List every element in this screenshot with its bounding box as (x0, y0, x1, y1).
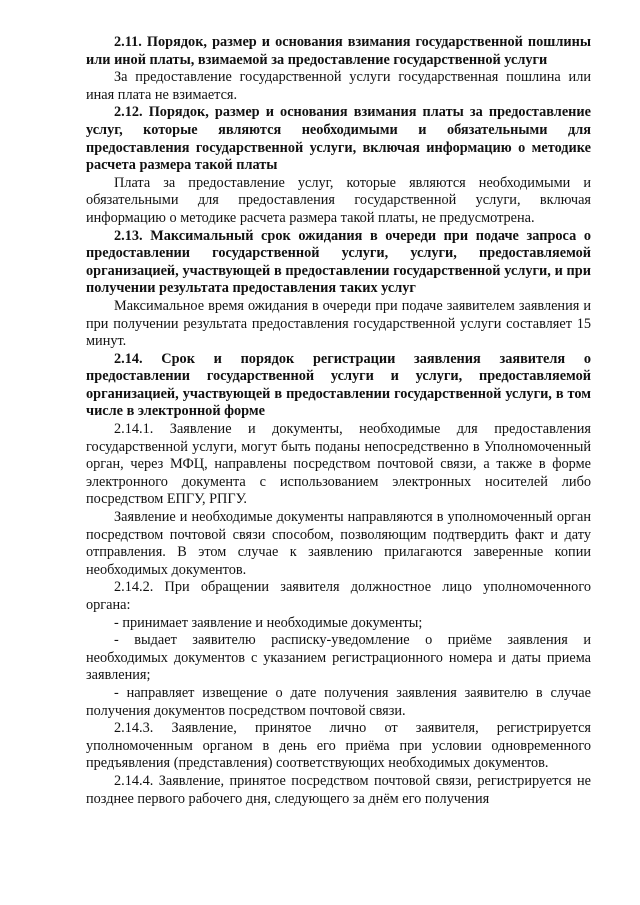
document-page (86, 34, 591, 808)
paragraph-2-14-2: 2.14.2. При обращении заявителя должностное лицо уполномоченного органа: (86, 579, 591, 613)
list-item: - принимает заявление и необходимые документы; (114, 614, 423, 631)
paragraph-2-14-1: 2.14.1. Заявление и документы, необходимые для предоставления государственной услуги, могут быть поданы непосредственно в Уполномоченный орган, через МФЦ, направлены посредством почтовой связи, а также в форме электронного документа с использованием электронных носителей либо посредством ЕПГУ, РПГУ. (86, 421, 591, 508)
paragraph: Плата за предоставление услуг, которые являются необходимыми и обязательными для предоставления государственной услуги, включая информацию о методике расчета размера такой платы, не предусмотрена. (86, 174, 591, 226)
list-item: - выдает заявителю расписку-уведомление о приёме заявления и необходимых документов с указанием регистрационного номера и даты приема заявления; (86, 632, 591, 684)
section-heading-2-13: 2.13. Максимальный срок ожидания в очереди при подаче запроса о предоставлении государственной услуги, услуги, предоставляемой организацией, участвующей в предоставлении государственной услуги, и при получении результата предоставления таких услуг (86, 227, 591, 297)
section-heading-2-11: 2.11. Порядок, размер и основания взимания государственной пошлины или иной платы, взимаемой за предоставление государственной услуги (86, 34, 591, 68)
section-heading-2-14: 2.14. Срок и порядок регистрации заявления заявителя о предоставлении государственной услуги и услуги, предоставляемой организацией, участвующей в предоставлении государственной услуги, в том числе в электронной форме (86, 350, 591, 420)
paragraph: Максимальное время ожидания в очереди при подаче заявителем заявления и при получении результата предоставления государственной услуги составляет 15 минут. (86, 297, 591, 350)
paragraph-2-14-3: 2.14.3. Заявление, принятое лично от заявителя, регистрируется уполномоченным органом в день его приёма при условии одновременного предъявления (представления) соответствующих необходимых документов. (86, 720, 591, 772)
list-item: - направляет извещение о дате получения заявления заявителю в случае получения документов посредством почтовой связи. (86, 684, 591, 719)
section-heading-2-12: 2.12. Порядок, размер и основания взимания платы за предоставление услуг, которые являются необходимыми и обязательными для предоставления государственной услуги, включая информацию о методике расчета размера такой платы (86, 104, 591, 174)
paragraph-2-14-4: 2.14.4. Заявление, принятое посредством почтовой связи, регистрируется не позднее первого рабочего дня, следующего за днём его получения (86, 772, 591, 807)
paragraph: За предоставление государственной услуги государственная пошлина или иная плата не взимается. (86, 69, 591, 103)
paragraph: Заявление и необходимые документы направляются в уполномоченный орган посредством почтовой связи способом, позволяющим подтвердить факт и дату отправления. В этом случае к заявлению прилагаются заверенные копии необходимых документов. (86, 509, 591, 578)
